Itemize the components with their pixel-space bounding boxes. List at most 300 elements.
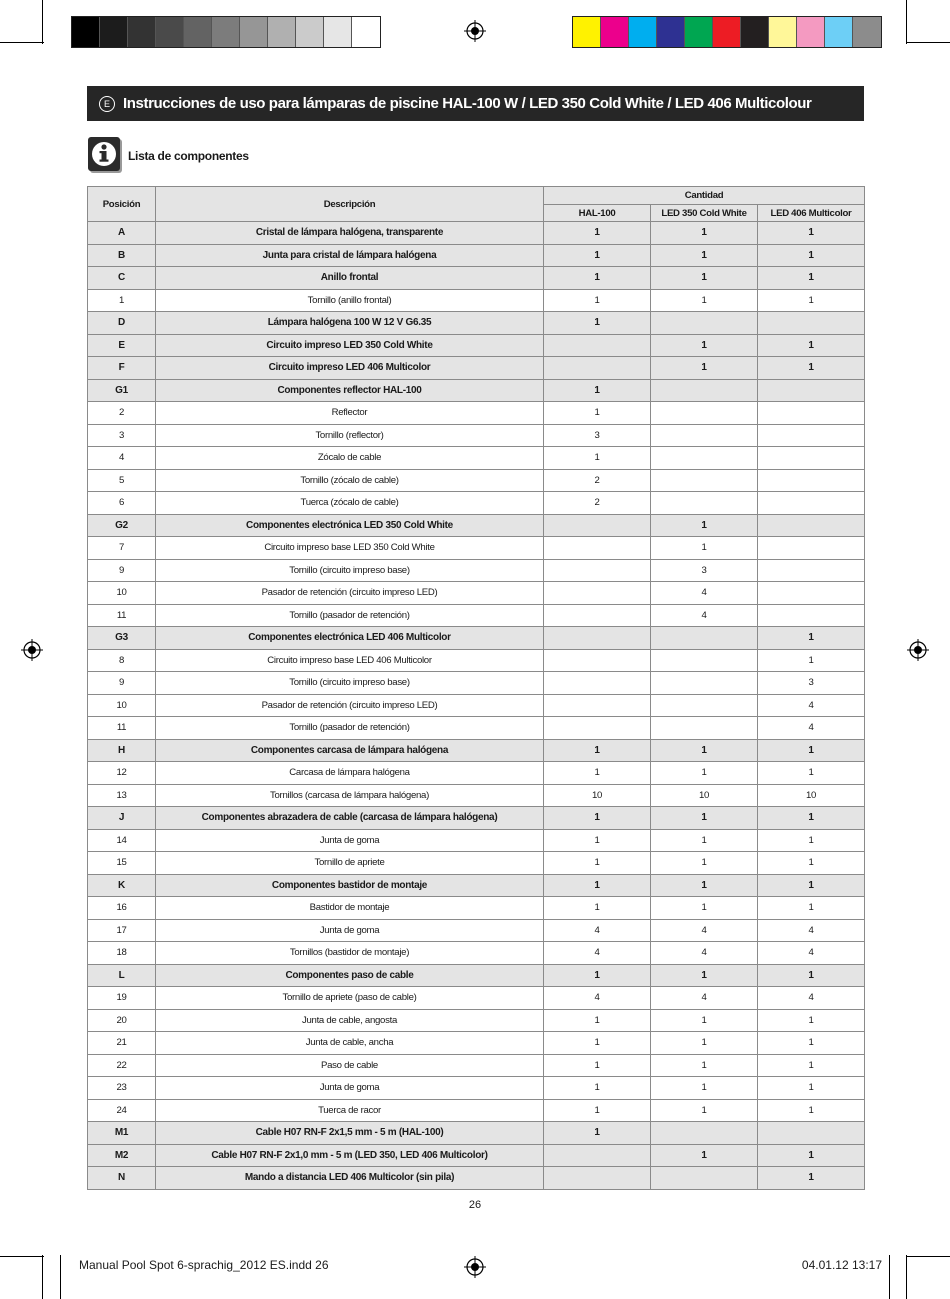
document-title-bar: [87, 86, 864, 121]
cell-position: L: [88, 964, 156, 987]
cell-description: Paso de cable: [156, 1054, 544, 1077]
table-row: [88, 334, 865, 357]
cell-qty-led350: [651, 1122, 758, 1145]
cell-position: C: [88, 267, 156, 290]
cell-description: Componentes abrazadera de cable (carcasa de lámpara halógena): [156, 807, 544, 830]
cell-qty-hal100: 1: [544, 402, 651, 425]
cell-position: 19: [88, 987, 156, 1010]
cell-qty-led406: 4: [758, 919, 865, 942]
table-row: [88, 559, 865, 582]
cell-description: Circuito impreso base LED 406 Multicolor: [156, 649, 544, 672]
cell-position: 14: [88, 829, 156, 852]
cell-qty-hal100: 1: [544, 807, 651, 830]
cell-position: 7: [88, 537, 156, 560]
cell-qty-hal100: 1: [544, 1122, 651, 1145]
cell-description: Anillo frontal: [156, 267, 544, 290]
cell-qty-led350: 1: [651, 829, 758, 852]
process-color-bar: [572, 16, 882, 48]
cell-qty-hal100: 1: [544, 897, 651, 920]
table-row: [88, 829, 865, 852]
cell-qty-hal100: 1: [544, 762, 651, 785]
cell-position: M1: [88, 1122, 156, 1145]
table-row: [88, 357, 865, 380]
cell-qty-led406: 4: [758, 717, 865, 740]
cell-qty-led350: [651, 424, 758, 447]
cell-qty-led350: 1: [651, 1032, 758, 1055]
table-row: [88, 627, 865, 650]
color-swatch: [853, 17, 881, 47]
cell-description: Componentes paso de cable: [156, 964, 544, 987]
cell-description: Tornillo (pasador de retención): [156, 604, 544, 627]
cell-position: 18: [88, 942, 156, 965]
cell-qty-led406: 1: [758, 289, 865, 312]
cell-qty-hal100: 1: [544, 852, 651, 875]
cell-qty-led350: 4: [651, 604, 758, 627]
cell-qty-led350: [651, 1167, 758, 1190]
crop-mark: [906, 0, 907, 44]
table-row: [88, 1009, 865, 1032]
cell-position: 22: [88, 1054, 156, 1077]
cell-qty-led406: [758, 312, 865, 335]
cell-qty-led350: 1: [651, 1054, 758, 1077]
cell-qty-hal100: 1: [544, 1099, 651, 1122]
cell-description: Circuito impreso LED 406 Multicolor: [156, 357, 544, 380]
cell-qty-hal100: 4: [544, 987, 651, 1010]
cell-qty-led406: [758, 604, 865, 627]
cell-qty-led350: 1: [651, 964, 758, 987]
cell-description: Tornillo (pasador de retención): [156, 717, 544, 740]
cell-qty-led406: [758, 447, 865, 470]
cell-description: Circuito impreso LED 350 Cold White: [156, 334, 544, 357]
color-swatch: [629, 17, 657, 47]
cell-qty-hal100: 1: [544, 1054, 651, 1077]
cell-qty-led350: [651, 672, 758, 695]
cell-qty-hal100: 1: [544, 222, 651, 245]
cell-qty-led406: 4: [758, 987, 865, 1010]
cell-qty-hal100: 1: [544, 312, 651, 335]
cell-qty-hal100: 10: [544, 784, 651, 807]
cell-qty-led350: 1: [651, 762, 758, 785]
table-row: [88, 222, 865, 245]
color-swatch: [184, 17, 212, 47]
color-swatch: [769, 17, 797, 47]
cell-qty-led350: [651, 649, 758, 672]
cell-description: Junta de goma: [156, 829, 544, 852]
table-row: [88, 1099, 865, 1122]
cell-qty-led350: 4: [651, 919, 758, 942]
cell-qty-hal100: [544, 1144, 651, 1167]
table-row: [88, 267, 865, 290]
color-swatch: [825, 17, 853, 47]
cell-qty-led406: 1: [758, 964, 865, 987]
color-swatch: [212, 17, 240, 47]
color-swatch: [128, 17, 156, 47]
cell-qty-led406: 1: [758, 762, 865, 785]
color-swatch: [296, 17, 324, 47]
cell-qty-led406: 1: [758, 852, 865, 875]
cell-position: 10: [88, 694, 156, 717]
cell-qty-led406: 1: [758, 1032, 865, 1055]
cell-qty-led406: [758, 402, 865, 425]
cell-qty-led350: [651, 402, 758, 425]
cell-qty-hal100: [544, 672, 651, 695]
cell-position: 17: [88, 919, 156, 942]
table-row: [88, 379, 865, 402]
cell-qty-hal100: 1: [544, 267, 651, 290]
cell-qty-led406: [758, 537, 865, 560]
table-row: [88, 672, 865, 695]
footer-timestamp: 04.01.12 13:17: [801, 1258, 882, 1272]
cell-qty-hal100: 1: [544, 244, 651, 267]
table-row: [88, 739, 865, 762]
table-row: [88, 807, 865, 830]
table-row: [88, 942, 865, 965]
cell-qty-led406: [758, 514, 865, 537]
table-row: [88, 492, 865, 515]
cell-position: K: [88, 874, 156, 897]
cell-qty-led406: 1: [758, 649, 865, 672]
cell-qty-hal100: 4: [544, 919, 651, 942]
cell-qty-hal100: 2: [544, 469, 651, 492]
color-swatch: [657, 17, 685, 47]
cell-description: Tornillos (carcasa de lámpara halógena): [156, 784, 544, 807]
table-row: [88, 537, 865, 560]
cell-qty-hal100: 1: [544, 739, 651, 762]
table-row: [88, 964, 865, 987]
cell-position: 9: [88, 672, 156, 695]
page-title: Instrucciones de uso para lámparas de piscine HAL-100 W / LED 350 Cold White / LED 406 Multicolour: [123, 95, 812, 112]
cell-qty-led350: [651, 469, 758, 492]
color-swatch: [685, 17, 713, 47]
cell-qty-led406: 1: [758, 1009, 865, 1032]
cell-position: A: [88, 222, 156, 245]
cell-description: Componentes electrónica LED 406 Multicolor: [156, 627, 544, 650]
cell-position: 21: [88, 1032, 156, 1055]
cell-description: Bastidor de montaje: [156, 897, 544, 920]
cell-description: Cable H07 RN-F 2x1,5 mm - 5 m (HAL-100): [156, 1122, 544, 1145]
cell-position: 15: [88, 852, 156, 875]
cell-qty-hal100: 1: [544, 874, 651, 897]
cell-position: 24: [88, 1099, 156, 1122]
cell-qty-hal100: 1: [544, 1009, 651, 1032]
cell-description: Pasador de retención (circuito impreso LED): [156, 582, 544, 605]
cell-qty-led350: [651, 312, 758, 335]
crop-mark: [906, 1255, 907, 1299]
cell-qty-led406: [758, 379, 865, 402]
cell-description: Tornillo (circuito impreso base): [156, 672, 544, 695]
cell-qty-led350: [651, 447, 758, 470]
cell-position: 3: [88, 424, 156, 447]
cell-position: M2: [88, 1144, 156, 1167]
color-swatch: [268, 17, 296, 47]
color-swatch: [797, 17, 825, 47]
cell-qty-hal100: [544, 582, 651, 605]
table-row: [88, 514, 865, 537]
cell-position: 9: [88, 559, 156, 582]
color-swatch: [156, 17, 184, 47]
column-header-led406: LED 406 Multicolor: [758, 205, 865, 222]
cell-description: Mando a distancia LED 406 Multicolor (sin pila): [156, 1167, 544, 1190]
cell-description: Tuerca (zócalo de cable): [156, 492, 544, 515]
table-row: [88, 874, 865, 897]
cell-qty-led350: 1: [651, 1009, 758, 1032]
column-header-position: Posición: [88, 187, 156, 222]
table-row: [88, 1054, 865, 1077]
cell-qty-led406: 1: [758, 1099, 865, 1122]
cell-position: 23: [88, 1077, 156, 1100]
cell-qty-hal100: 2: [544, 492, 651, 515]
cell-qty-hal100: [544, 649, 651, 672]
table-row: [88, 312, 865, 335]
column-header-quantity: Cantidad: [544, 187, 865, 205]
table-row: [88, 919, 865, 942]
cell-qty-hal100: 1: [544, 379, 651, 402]
cell-position: B: [88, 244, 156, 267]
cell-qty-led406: 3: [758, 672, 865, 695]
cell-qty-hal100: [544, 514, 651, 537]
cell-qty-led350: 1: [651, 739, 758, 762]
cell-qty-led406: 4: [758, 942, 865, 965]
column-header-led350: LED 350 Cold White: [651, 205, 758, 222]
cell-position: G3: [88, 627, 156, 650]
cell-qty-hal100: [544, 627, 651, 650]
table-row: [88, 447, 865, 470]
cell-description: Junta de goma: [156, 919, 544, 942]
cell-qty-led406: 1: [758, 357, 865, 380]
cell-position: 11: [88, 717, 156, 740]
cell-qty-led350: 1: [651, 334, 758, 357]
crop-mark: [906, 42, 950, 43]
table-row: [88, 784, 865, 807]
cell-qty-led406: 1: [758, 627, 865, 650]
crop-mark: [60, 1255, 61, 1299]
cell-qty-hal100: 1: [544, 1032, 651, 1055]
table-row: [88, 649, 865, 672]
cell-qty-led406: [758, 424, 865, 447]
cell-description: Circuito impreso base LED 350 Cold White: [156, 537, 544, 560]
registration-mark-icon: [907, 639, 929, 661]
table-row: [88, 604, 865, 627]
cell-qty-led350: [651, 717, 758, 740]
cell-qty-hal100: 4: [544, 942, 651, 965]
grayscale-color-bar: [71, 16, 381, 48]
table-row: [88, 424, 865, 447]
cell-qty-led406: 1: [758, 222, 865, 245]
cell-qty-led350: 4: [651, 942, 758, 965]
cell-description: Cristal de lámpara halógena, transparente: [156, 222, 544, 245]
cell-description: Componentes carcasa de lámpara halógena: [156, 739, 544, 762]
table-row: [88, 402, 865, 425]
cell-qty-hal100: [544, 604, 651, 627]
cell-description: Tornillo de apriete: [156, 852, 544, 875]
cell-description: Tuerca de racor: [156, 1099, 544, 1122]
cell-position: 11: [88, 604, 156, 627]
cell-position: E: [88, 334, 156, 357]
cell-qty-led406: [758, 492, 865, 515]
cell-position: 6: [88, 492, 156, 515]
table-row: [88, 717, 865, 740]
color-swatch: [741, 17, 769, 47]
table-row: [88, 289, 865, 312]
cell-qty-hal100: 1: [544, 829, 651, 852]
table-row: [88, 852, 865, 875]
cell-position: 4: [88, 447, 156, 470]
color-swatch: [72, 17, 100, 47]
color-swatch: [352, 17, 380, 47]
cell-description: Tornillo (anillo frontal): [156, 289, 544, 312]
cell-position: J: [88, 807, 156, 830]
cell-qty-led350: [651, 627, 758, 650]
cell-qty-led406: 1: [758, 807, 865, 830]
cell-description: Tornillo (reflector): [156, 424, 544, 447]
cell-qty-led350: 1: [651, 514, 758, 537]
cell-qty-hal100: [544, 1167, 651, 1190]
cell-qty-hal100: [544, 537, 651, 560]
cell-position: D: [88, 312, 156, 335]
table-row: [88, 694, 865, 717]
cell-qty-led350: 1: [651, 357, 758, 380]
cell-qty-hal100: 1: [544, 447, 651, 470]
table-row: [88, 987, 865, 1010]
cell-qty-led406: [758, 582, 865, 605]
table-row: [88, 1167, 865, 1190]
cell-description: Carcasa de lámpara halógena: [156, 762, 544, 785]
cell-position: 2: [88, 402, 156, 425]
cell-qty-led350: 1: [651, 537, 758, 560]
column-header-description: Descripción: [156, 187, 544, 222]
cell-description: Lámpara halógena 100 W 12 V G6.35: [156, 312, 544, 335]
cell-qty-hal100: [544, 559, 651, 582]
cell-qty-led406: 1: [758, 874, 865, 897]
cell-qty-led350: 1: [651, 1099, 758, 1122]
cell-description: Junta de cable, angosta: [156, 1009, 544, 1032]
cell-description: Componentes bastidor de montaje: [156, 874, 544, 897]
cell-qty-hal100: [544, 334, 651, 357]
cell-qty-led350: 1: [651, 289, 758, 312]
column-header-hal100: HAL-100: [544, 205, 651, 222]
color-swatch: [573, 17, 601, 47]
cell-description: Tornillos (bastidor de montaje): [156, 942, 544, 965]
cell-position: 20: [88, 1009, 156, 1032]
page-number: 26: [468, 1199, 482, 1211]
cell-qty-led406: [758, 559, 865, 582]
cell-position: 1: [88, 289, 156, 312]
cell-position: 13: [88, 784, 156, 807]
table-row: [88, 469, 865, 492]
cell-qty-led406: 1: [758, 1167, 865, 1190]
cell-description: Pasador de retención (circuito impreso LED): [156, 694, 544, 717]
color-swatch: [100, 17, 128, 47]
cell-description: Reflector: [156, 402, 544, 425]
crop-mark: [0, 42, 44, 43]
cell-qty-led406: [758, 469, 865, 492]
cell-qty-led350: 1: [651, 1077, 758, 1100]
cell-qty-hal100: 1: [544, 289, 651, 312]
cell-qty-led406: [758, 1122, 865, 1145]
cell-qty-led350: 3: [651, 559, 758, 582]
registration-mark-icon: [464, 1256, 486, 1278]
cell-qty-led350: 1: [651, 852, 758, 875]
table-row: [88, 1032, 865, 1055]
cell-description: Junta de goma: [156, 1077, 544, 1100]
cell-qty-hal100: [544, 717, 651, 740]
registration-mark-icon: [464, 20, 486, 42]
cell-description: Junta de cable, ancha: [156, 1032, 544, 1055]
cell-qty-led406: 1: [758, 739, 865, 762]
cell-qty-led350: 10: [651, 784, 758, 807]
cell-qty-led406: 1: [758, 334, 865, 357]
cell-qty-led406: 10: [758, 784, 865, 807]
cell-description: Componentes electrónica LED 350 Cold White: [156, 514, 544, 537]
crop-mark: [889, 1255, 890, 1299]
cell-qty-led406: 1: [758, 1144, 865, 1167]
cell-position: 10: [88, 582, 156, 605]
cell-qty-led406: 1: [758, 267, 865, 290]
cell-qty-hal100: [544, 694, 651, 717]
table-row: [88, 897, 865, 920]
cell-description: Tornillo (circuito impreso base): [156, 559, 544, 582]
cell-qty-led406: 1: [758, 244, 865, 267]
cell-position: 16: [88, 897, 156, 920]
cell-position: 12: [88, 762, 156, 785]
cell-description: Zócalo de cable: [156, 447, 544, 470]
color-swatch: [240, 17, 268, 47]
cell-position: N: [88, 1167, 156, 1190]
cell-qty-led406: 1: [758, 897, 865, 920]
cell-position: G1: [88, 379, 156, 402]
cell-qty-led350: 1: [651, 874, 758, 897]
cell-qty-led350: 1: [651, 267, 758, 290]
crop-mark: [0, 1256, 44, 1257]
table-row: [88, 1122, 865, 1145]
cell-qty-led406: 1: [758, 1054, 865, 1077]
cell-qty-led350: [651, 492, 758, 515]
info-icon: [88, 137, 120, 171]
color-swatch: [324, 17, 352, 47]
color-swatch: [601, 17, 629, 47]
table-row: [88, 1077, 865, 1100]
cell-description: Tornillo de apriete (paso de cable): [156, 987, 544, 1010]
cell-qty-led350: 1: [651, 244, 758, 267]
cell-qty-led350: 1: [651, 1144, 758, 1167]
cell-qty-led350: 4: [651, 582, 758, 605]
cell-qty-hal100: 1: [544, 1077, 651, 1100]
section-heading: Lista de componentes: [128, 149, 249, 163]
cell-qty-hal100: 3: [544, 424, 651, 447]
crop-mark: [906, 1256, 950, 1257]
table-row: [88, 582, 865, 605]
footer-filename: Manual Pool Spot 6-sprachig_2012 ES.indd 26: [79, 1258, 329, 1272]
table-row: [88, 762, 865, 785]
crop-mark: [42, 0, 43, 44]
registration-mark-icon: [21, 639, 43, 661]
cell-qty-led350: 1: [651, 222, 758, 245]
cell-description: Componentes reflector HAL-100: [156, 379, 544, 402]
cell-qty-led350: [651, 379, 758, 402]
table-row: [88, 1144, 865, 1167]
cell-position: F: [88, 357, 156, 380]
cell-position: H: [88, 739, 156, 762]
cell-qty-led350: 1: [651, 807, 758, 830]
cell-qty-led350: 1: [651, 897, 758, 920]
color-swatch: [713, 17, 741, 47]
table-row: [88, 244, 865, 267]
language-badge: E: [99, 96, 115, 112]
cell-qty-led350: 4: [651, 987, 758, 1010]
crop-mark: [42, 1255, 43, 1299]
cell-description: Junta para cristal de lámpara halógena: [156, 244, 544, 267]
cell-qty-led406: 1: [758, 829, 865, 852]
